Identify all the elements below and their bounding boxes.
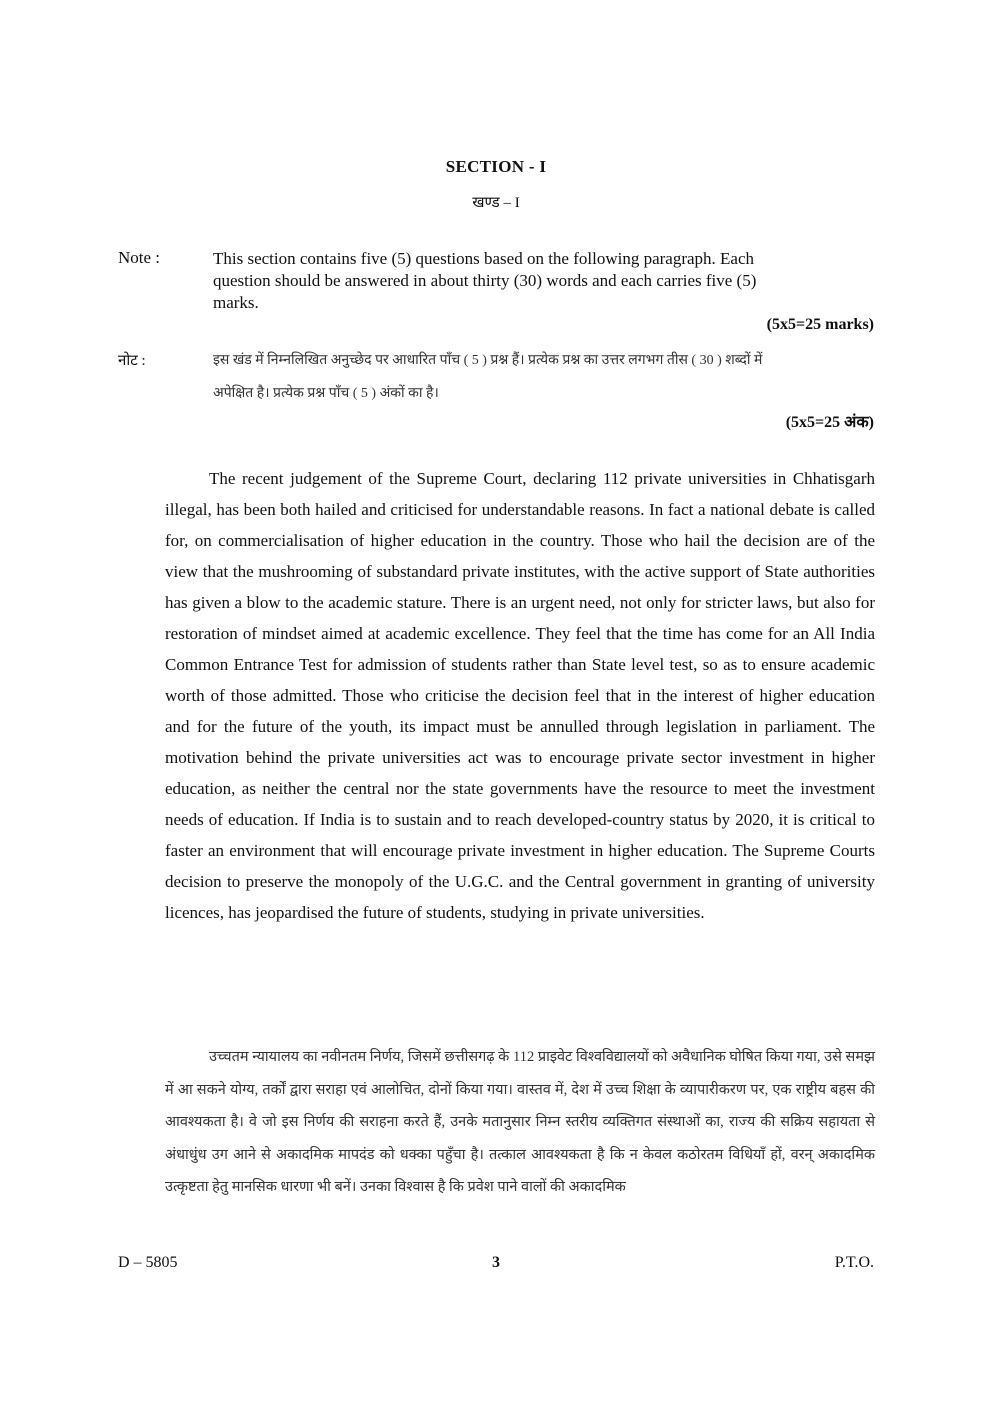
page-number: 3 <box>492 1254 500 1271</box>
passage-paragraph: The recent judgement of the Supreme Court, declaring 112 private universities in Chhatisgarh illegal, has been both hailed and criticised for understandable reasons. In fact a national debate is called for, on commercialisation of higher education in the country. Those who hail the decision are of the view that the mushrooming of substandard private institutes, with the active support of State authorities has given a blow to the academic stature. There is an urgent need, not only for stricter laws, but also for restoration of mindset aimed at academic excellence. They feel that the time has come for an All India Common Entrance Test for admission of students rather than State level test, so as to ensure academic worth of those admitted. Those who criticise the decision feel that in the interest of higher education and for the future of the youth, its impact must be annulled through legislation in parliament. The motivation behind the private universities act was to encourage private sector investment in higher education, as neither the central nor the state governments have the resource to meet the investment needs of education. If India is to sustain and to reach developed-country status by 2020, it is critical to faster an environment that will encourage private investment in higher education. The Supreme Courts decision to preserve the monopoly of the U.G.C. and the Central government in granting of university licences, has jeopardised the future of students, studying in private universities. <box>165 469 875 922</box>
passage-paragraph-hindi: उच्चतम न्यायालय का नवीनतम निर्णय, जिसमें छत्तीसगढ़ के 112 प्राइवेट विश्वविद्यालयों को अवैधानिक घोषित किया गया, उसे समझ में आ सकने योग्य, तर्कों द्वारा सराहा एवं आलोचित, दोनों किया गया। वास्तव में, देश में उच्च शिक्षा के व्यापारीकरण पर, एक राष्ट्रीय बहस की आवश्यकता है। वे जो इस निर्णय की सराहना करते हैं, उनके मतानुसार निम्न स्तरीय व्यक्तिगत संस्थाओं का, राज्य की सक्रिय सहायता से अंधाधुंध उग आने से अकादमिक मापदंड को धक्का पहुँचा है। तत्काल आवश्यकता है कि न केवल कठोरतम विधियाँ हों, वरन् अकादमिक उत्कृष्टता हेतु मानसिक धारणा भी बनें। उनका विश्वास है कि प्रवेश पाने वालों की अकादमिक <box>165 1049 875 1196</box>
passage-english <box>165 463 875 928</box>
passage-hindi <box>165 1041 875 1204</box>
marks-total: (5x5=25 marks) <box>766 316 874 333</box>
paper-code: D – 5805 <box>118 1254 178 1271</box>
please-turn-over: P.T.O. <box>834 1254 874 1271</box>
marks-total-hindi: (5x5=25 अंक) <box>785 414 874 431</box>
note-text-hindi: इस खंड में निम्नलिखित अनुच्छेद पर आधारित पाँच ( 5 ) प्रश्न हैं। प्रत्येक प्रश्न का उत्तर लगभग तीस ( 30 ) शब्दों में अपेक्षित है। प्रत्येक प्रश्न पाँच ( 5 ) अंकों का है। <box>213 353 763 401</box>
note-label: Note : <box>118 248 161 267</box>
section-title: SECTION - I <box>445 157 547 176</box>
note-label-hindi: नोट : <box>118 353 146 369</box>
section-title-hindi: खण्ड – I <box>472 195 520 211</box>
note-text: This section contains five (5) questions based on the following paragraph. Each question should be answered in about thirty (30) words and each carries five (5) marks. <box>213 249 757 312</box>
